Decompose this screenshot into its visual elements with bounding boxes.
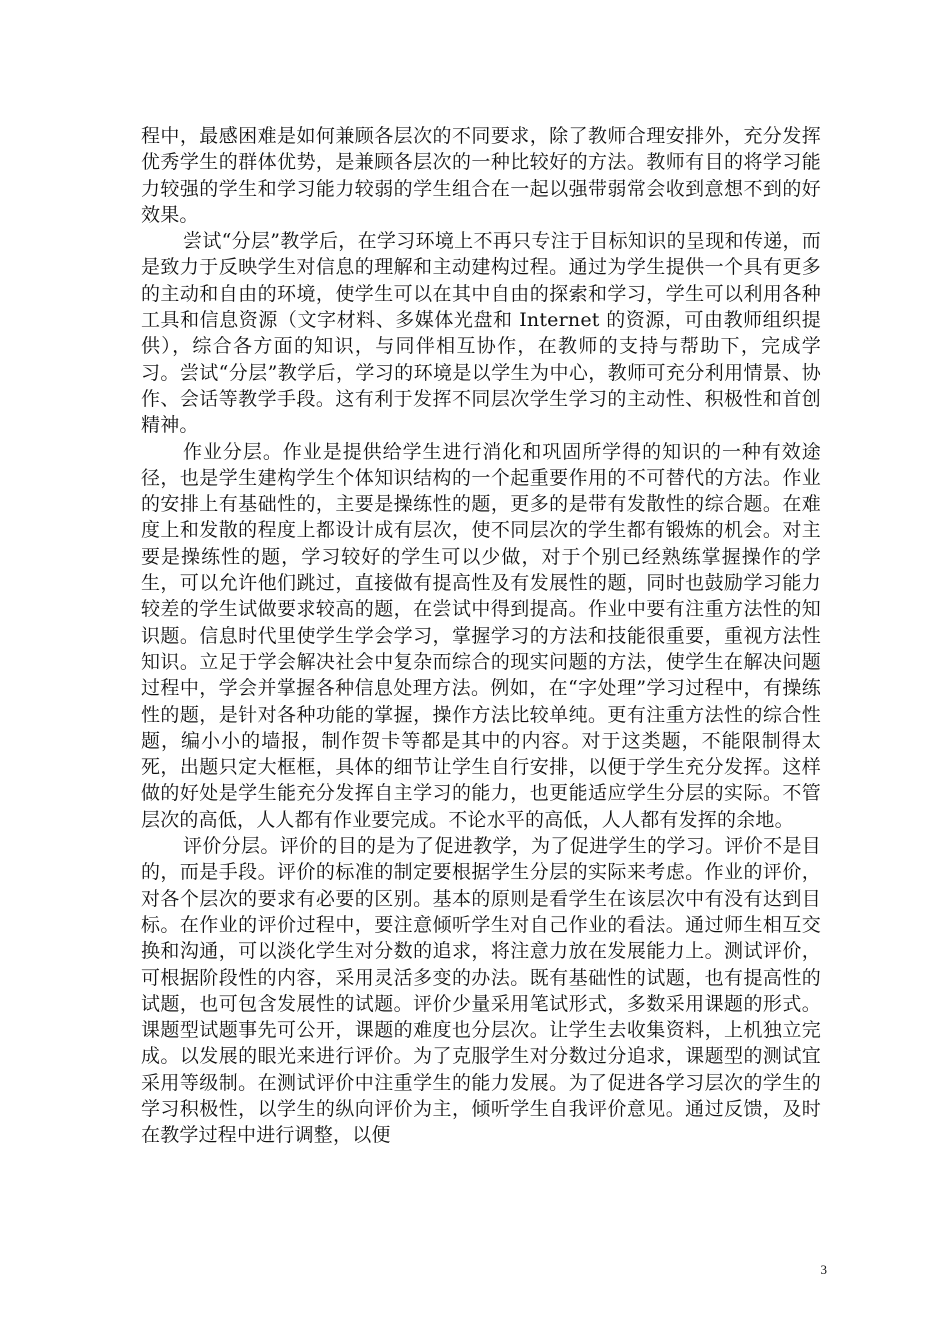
paragraph-homework-layering: 作业分层。作业是提供给学生进行消化和巩固所学得的知识的一种有效途径，也是学生建构学生个体知识结构的一个起重要作用的不可替代的方法。作业的安排上有基础性的，主要是操练性的题，更多的是带有发散性的综合题。在难度上和发散的程度上都设计成有层次，使不同层次的学生都有锻炼的机会。对主要是操练性的题，学习较好的学生可以少做，对于个别已经熟练掌握操作的学生，可以允许他们跳过，直接做有提高性及有发展性的题，同时也鼓励学习能力较差的学生试做要求较高的题，在尝试中得到提高。作业中要有注重方法性的知识题。信息时代里使学生学会学习，掌握学习的方法和技能很重要，重视方法性知识。立足于学会解决社会中复杂而综合的现实问题的方法，使学生在解决问题过程中，学会并掌握各种信息处理方法。例如，在“字处理”学习过程中，有操练性的题，是针对各种功能的掌握，操作方法比较单纯。更有注重方法性的综合性题，编小小的墙报，制作贺卡等都是其中的内容。对于这类题，不能限制得太死，出题只定大框框，具体的细节让学生自行安排，以便于学生充分发挥。这样做的好处是学生能充分发挥自主学习的能力，也更能适应学生分层的实际。不管层次的高低，人人都有作业要完成。不论水平的高低，人人都有发挥的余地。 [141,440,821,831]
page-number: 3 [820,1262,827,1277]
paragraph-evaluation-layering: 评价分层。评价的目的是为了促进教学，为了促进学生的学习。评价不是目的，而是手段。评价的标准的制定要根据学生分层的实际来考虑。作业的评价，对各个层次的要求有必要的区别。基本的原则是看学生在该层次中有没有达到目标。在作业的评价过程中，要注意倾听学生对自己作业的看法。通过师生相互交换和沟通，可以淡化学生对分数的追求，将注意力放在发展能力上。测试评价，可根据阶段性的内容，采用灵活多变的办法。既有基础性的试题，也有提高性的试题，也可包含发展性的试题。评价少量采用笔试形式，多数采用课题的形式。课题型试题事先可公开，课题的难度也分层次。让学生去收集资料，上机独立完成。以发展的眼光来进行评价。为了克服学生对分数过分追求，课题型的测试宜采用等级制。在测试评价中注重学生的能力发展。为了促进各学习层次的学生的学习积极性，以学生的纵向评价为主，倾听学生自我评价意见。通过反馈，及时在教学过程中进行调整，以便 [141,835,821,1147]
paragraph-continuation: 程中，最感困难是如何兼顾各层次的不同要求，除了教师合理安排外，充分发挥优秀学生的群体优势，是兼顾各层次的一种比较好的方法。教师有目的将学习能力较强的学生和学习能力较弱的学生组合在一起以强带弱常会收到意想不到的好效果。 [141,125,821,226]
document-body [141,123,821,1149]
paragraph-layered-teaching-environment: 尝试“分层”教学后，在学习环境上不再只专注于目标知识的呈现和传递，而是致力于反映学生对信息的理解和主动建构过程。通过为学生提供一个具有更多的主动和自由的环境，使学生可以在其中自由的探索和学习，学生可以利用各种工具和信息资源（文字材料、多媒体光盘和 Internet 的资源，可由教师组织提供），综合各方面的知识，与同伴相互协作，在教师的支持与帮助下，完成学习。尝试“分层”教学后，学习的环境是以学生为中心，教师可充分利用情景、协作、会话等教学手段。这有利于发挥不同层次学生学习的主动性、积极性和首创精神。 [141,230,821,437]
